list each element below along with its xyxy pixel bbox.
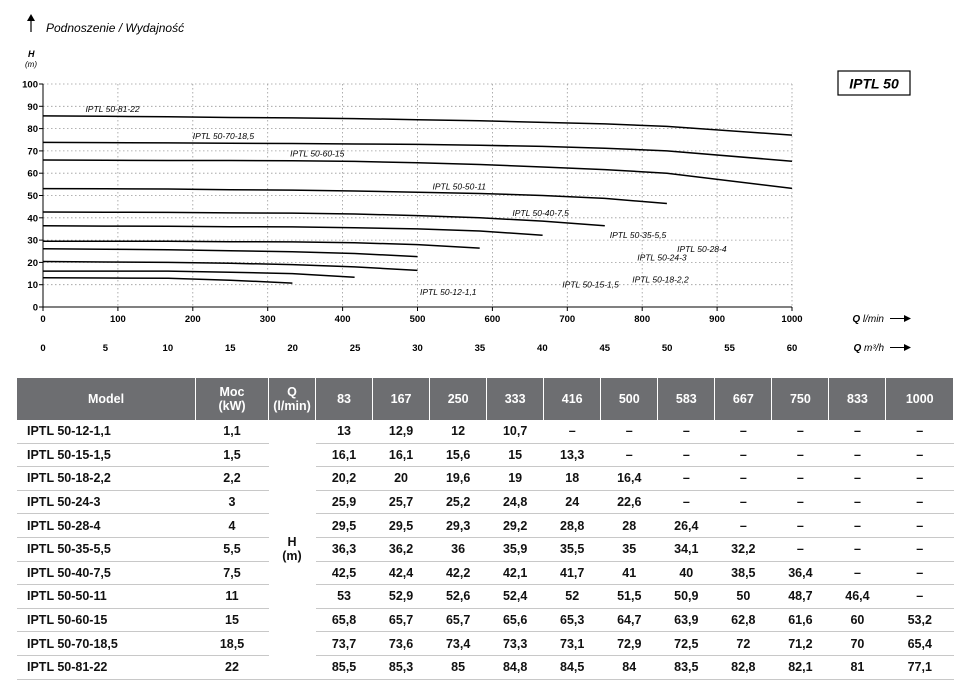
- header-q: [269, 378, 316, 420]
- arrow-right-icon: [904, 344, 911, 351]
- x-tick-label: 100: [109, 314, 126, 325]
- x-tick-label: 1000: [781, 314, 803, 325]
- power-cell: 7,5: [196, 561, 269, 585]
- value-cell: –: [886, 537, 954, 561]
- value-cell: 60: [829, 608, 886, 632]
- model-cell: IPTL 50-60-15: [17, 608, 196, 632]
- value-cell: –: [886, 443, 954, 467]
- value-cell: 53: [316, 585, 373, 609]
- value-cell: 50,9: [658, 585, 715, 609]
- table-row: [17, 585, 954, 609]
- curve-line: [43, 241, 480, 248]
- value-cell: 46,4: [829, 585, 886, 609]
- value-cell: 26,4: [658, 514, 715, 538]
- value-cell: 22,6: [601, 490, 658, 514]
- value-cell: 81: [829, 655, 886, 679]
- curve-label: IPTL 50-28-4: [677, 244, 727, 255]
- value-cell: –: [829, 490, 886, 514]
- value-cell: 85,5: [316, 655, 373, 679]
- header-q-col: 583: [658, 378, 715, 420]
- x-axis-symbol: Q: [852, 314, 863, 325]
- value-cell: 65,6: [487, 608, 544, 632]
- value-cell: 29,3: [430, 514, 487, 538]
- value-cell: –: [772, 467, 829, 491]
- header-q-unit: (l/min): [273, 399, 311, 413]
- model-cell: IPTL 50-81-22: [17, 655, 196, 679]
- y-tick-label: 50: [27, 191, 38, 202]
- value-cell: –: [715, 467, 772, 491]
- x2-tick-label: 20: [287, 343, 298, 354]
- header-model: Model: [17, 378, 196, 420]
- curve-label: IPTL 50-70-18,5: [192, 131, 255, 142]
- value-cell: –: [772, 537, 829, 561]
- value-cell: 42,2: [430, 561, 487, 585]
- header-q-col: 833: [829, 378, 886, 420]
- x2-axis-title: [853, 343, 884, 354]
- x2-tick-label: 0: [40, 343, 46, 354]
- model-cell: IPTL 50-40-7,5: [17, 561, 196, 585]
- curve-label: IPTL 50-15-1,5: [562, 279, 619, 290]
- value-cell: 42,4: [373, 561, 430, 585]
- y-tick-label: 10: [27, 280, 38, 292]
- value-cell: 64,7: [601, 608, 658, 632]
- value-cell: –: [715, 490, 772, 514]
- value-cell: 16,1: [316, 443, 373, 467]
- value-cell: –: [544, 420, 601, 443]
- x2-axis-symbol: Q: [853, 343, 864, 354]
- curve-label: IPTL 50-35-5,5: [609, 230, 667, 241]
- value-cell: –: [886, 561, 954, 585]
- table-row: [17, 655, 954, 679]
- value-cell: 53,2: [886, 608, 954, 632]
- chart-heading: Podnoszenie / Wydajność: [46, 21, 185, 35]
- value-cell: 82,1: [772, 655, 829, 679]
- x-tick-label: 600: [484, 314, 501, 325]
- model-cell: IPTL 50-28-4: [17, 514, 196, 538]
- value-cell: –: [658, 443, 715, 467]
- y-axis-label: H: [28, 49, 35, 59]
- x2-tick-label: 30: [412, 343, 423, 354]
- power-cell: 1,5: [196, 443, 269, 467]
- value-cell: 73,7: [316, 632, 373, 656]
- curve-label: IPTL 50-60-15: [290, 148, 345, 159]
- table-row: [17, 490, 954, 514]
- table-row: [17, 632, 954, 656]
- value-cell: 16,4: [601, 467, 658, 491]
- value-cell: 41,7: [544, 561, 601, 585]
- value-cell: –: [829, 420, 886, 443]
- value-cell: 36,4: [772, 561, 829, 585]
- value-cell: –: [601, 420, 658, 443]
- header-q-col: 667: [715, 378, 772, 420]
- power-cell: 3: [196, 490, 269, 514]
- value-cell: 73,6: [373, 632, 430, 656]
- value-cell: 52,4: [487, 585, 544, 609]
- value-cell: 24: [544, 490, 601, 514]
- value-cell: 51,5: [601, 585, 658, 609]
- model-cell: IPTL 50-24-3: [17, 490, 196, 514]
- value-cell: –: [772, 443, 829, 467]
- value-cell: 85: [430, 655, 487, 679]
- value-cell: –: [886, 420, 954, 443]
- value-cell: 38,5: [715, 561, 772, 585]
- curve-line: [43, 262, 418, 271]
- header-q-col: 250: [430, 378, 487, 420]
- value-cell: 83,5: [658, 655, 715, 679]
- value-cell: 13: [316, 420, 373, 443]
- value-cell: 15: [487, 443, 544, 467]
- value-cell: 15,6: [430, 443, 487, 467]
- value-cell: 41: [601, 561, 658, 585]
- chart-title: IPTL 50: [849, 75, 899, 92]
- value-cell: 72,5: [658, 632, 715, 656]
- value-cell: 20: [373, 467, 430, 491]
- value-cell: 13,3: [544, 443, 601, 467]
- x2-tick-label: 25: [349, 343, 361, 354]
- x-axis-unit: l/min: [862, 314, 884, 325]
- value-cell: 50: [715, 585, 772, 609]
- value-cell: 35: [601, 537, 658, 561]
- model-cell: IPTL 50-18-2,2: [17, 467, 196, 491]
- table-row: [17, 443, 954, 467]
- x2-tick-label: 60: [786, 343, 798, 354]
- y-tick-label: 70: [27, 146, 38, 158]
- power-cell: 1,1: [196, 420, 269, 443]
- table-row: [17, 608, 954, 632]
- value-cell: –: [772, 420, 829, 443]
- x2-tick-label: 5: [102, 343, 109, 354]
- value-cell: 24,8: [487, 490, 544, 514]
- x-tick-label: 800: [634, 314, 651, 325]
- x2-tick-label: 50: [661, 343, 673, 354]
- value-cell: –: [829, 561, 886, 585]
- value-cell: 35,5: [544, 537, 601, 561]
- x2-tick-label: 40: [537, 343, 548, 354]
- x2-tick-label: 35: [474, 343, 486, 354]
- table-body: [17, 420, 954, 679]
- curve-line: [43, 189, 667, 204]
- power-cell: 15: [196, 608, 269, 632]
- header-power: [196, 378, 269, 420]
- value-cell: –: [772, 490, 829, 514]
- x-tick-label: 0: [40, 314, 46, 325]
- value-cell: 73,4: [430, 632, 487, 656]
- value-cell: –: [658, 420, 715, 443]
- header-q-col: 416: [544, 378, 601, 420]
- power-cell: 2,2: [196, 467, 269, 491]
- value-cell: 35,9: [487, 537, 544, 561]
- value-cell: –: [829, 514, 886, 538]
- header-q-col: 750: [772, 378, 829, 420]
- value-cell: –: [601, 443, 658, 467]
- value-cell: 34,1: [658, 537, 715, 561]
- model-cell: IPTL 50-12-1,1: [17, 420, 196, 443]
- performance-table: [17, 378, 954, 680]
- value-cell: 25,7: [373, 490, 430, 514]
- power-cell: 22: [196, 655, 269, 679]
- model-cell: IPTL 50-15-1,5: [17, 443, 196, 467]
- x-tick-label: 900: [709, 314, 726, 325]
- value-cell: 63,9: [658, 608, 715, 632]
- y-tick-label: 90: [27, 101, 38, 113]
- value-cell: 65,3: [544, 608, 601, 632]
- header-q-col: 500: [601, 378, 658, 420]
- value-cell: 29,5: [373, 514, 430, 538]
- value-cell: 42,5: [316, 561, 373, 585]
- value-cell: 61,6: [772, 608, 829, 632]
- table-row: [17, 514, 954, 538]
- power-cell: 5,5: [196, 537, 269, 561]
- x-axis-title: [852, 314, 884, 325]
- header-q-col: 83: [316, 378, 373, 420]
- table-row: [17, 561, 954, 585]
- curve-label: IPTL 50-24-3: [637, 252, 687, 263]
- header-power-label: Moc: [219, 385, 245, 399]
- x-tick-label: 200: [184, 314, 201, 325]
- x-tick-label: 300: [259, 314, 276, 325]
- value-cell: 16,1: [373, 443, 430, 467]
- model-cell: IPTL 50-35-5,5: [17, 537, 196, 561]
- power-cell: 11: [196, 585, 269, 609]
- value-cell: 29,5: [316, 514, 373, 538]
- header-q-col: 333: [487, 378, 544, 420]
- value-cell: 25,2: [430, 490, 487, 514]
- power-cell: 18,5: [196, 632, 269, 656]
- curve-label: IPTL 50-18-2,2: [632, 274, 689, 285]
- curve-label: IPTL 50-40-7,5: [512, 207, 569, 218]
- x-tick-label: 400: [334, 314, 351, 325]
- value-cell: 48,7: [772, 585, 829, 609]
- header-power-unit: (kW): [218, 399, 246, 413]
- x-tick-label: 700: [559, 314, 576, 325]
- y-tick-label: 20: [27, 257, 38, 269]
- value-cell: 82,8: [715, 655, 772, 679]
- value-cell: 65,4: [886, 632, 954, 656]
- value-cell: 29,2: [487, 514, 544, 538]
- curve-label: IPTL 50-50-11: [432, 181, 487, 192]
- x2-tick-label: 55: [724, 343, 735, 354]
- y-tick-label: 80: [27, 124, 38, 136]
- header-q-col: 1000: [886, 378, 954, 420]
- value-cell: –: [715, 420, 772, 443]
- table-row: [17, 537, 954, 561]
- table-row: [17, 467, 954, 491]
- y-tick-label: 30: [27, 235, 38, 247]
- value-cell: 36,2: [373, 537, 430, 561]
- value-cell: 52,6: [430, 585, 487, 609]
- value-cell: 40: [658, 561, 715, 585]
- x2-tick-label: 45: [599, 343, 611, 354]
- curve-line: [43, 249, 418, 257]
- h-unit: (m): [282, 549, 302, 564]
- value-cell: 36,3: [316, 537, 373, 561]
- value-cell: 84,5: [544, 655, 601, 679]
- y-axis-unit: (m): [25, 60, 37, 69]
- value-cell: 36: [430, 537, 487, 561]
- value-cell: 32,2: [715, 537, 772, 561]
- value-cell: –: [772, 514, 829, 538]
- value-cell: 52: [544, 585, 601, 609]
- value-cell: 10,7: [487, 420, 544, 443]
- arrow-right-icon: [904, 315, 911, 322]
- x2-tick-label: 10: [162, 343, 174, 354]
- value-cell: 19,6: [430, 467, 487, 491]
- y-tick-label: 0: [32, 302, 38, 314]
- arrow-up-icon: [27, 14, 35, 21]
- power-cell: 4: [196, 514, 269, 538]
- value-cell: 25,9: [316, 490, 373, 514]
- value-cell: 12: [430, 420, 487, 443]
- value-cell: 42,1: [487, 561, 544, 585]
- value-cell: 28,8: [544, 514, 601, 538]
- value-cell: 20,2: [316, 467, 373, 491]
- x-tick-label: 500: [409, 314, 426, 325]
- value-cell: –: [658, 490, 715, 514]
- y-tick-label: 100: [22, 79, 38, 91]
- value-cell: 71,2: [772, 632, 829, 656]
- value-cell: 52,9: [373, 585, 430, 609]
- y-tick-label: 60: [27, 168, 38, 180]
- curve-line: [43, 278, 292, 283]
- table-header-row: [17, 378, 954, 420]
- value-cell: 84,8: [487, 655, 544, 679]
- value-cell: –: [658, 467, 715, 491]
- value-cell: 65,7: [373, 608, 430, 632]
- value-cell: 73,1: [544, 632, 601, 656]
- value-cell: 28: [601, 514, 658, 538]
- value-cell: 62,8: [715, 608, 772, 632]
- model-cell: IPTL 50-50-11: [17, 585, 196, 609]
- curve-line: [43, 226, 543, 235]
- h-label: H: [287, 535, 297, 550]
- value-cell: –: [886, 490, 954, 514]
- value-cell: –: [829, 467, 886, 491]
- x2-axis-unit: m³/h: [864, 343, 884, 354]
- value-cell: 84: [601, 655, 658, 679]
- value-cell: –: [829, 537, 886, 561]
- curve-line: [43, 271, 355, 277]
- value-cell: 72: [715, 632, 772, 656]
- value-cell: 12,9: [373, 420, 430, 443]
- curve-label: IPTL 50-81-22: [85, 104, 140, 115]
- model-cell: IPTL 50-70-18,5: [17, 632, 196, 656]
- y-tick-label: 40: [27, 213, 38, 225]
- curve-label: IPTL 50-12-1,1: [419, 287, 477, 298]
- value-cell: 85,3: [373, 655, 430, 679]
- value-cell: –: [886, 514, 954, 538]
- value-cell: 73,3: [487, 632, 544, 656]
- table-row: [17, 420, 954, 443]
- value-cell: –: [715, 443, 772, 467]
- x2-tick-label: 15: [224, 343, 236, 354]
- value-cell: 70: [829, 632, 886, 656]
- h-unit-cell: [269, 420, 316, 679]
- header-q-label: Q: [287, 385, 297, 399]
- value-cell: 18: [544, 467, 601, 491]
- value-cell: 72,9: [601, 632, 658, 656]
- value-cell: –: [886, 585, 954, 609]
- chart-axes: [22, 80, 802, 355]
- value-cell: 19: [487, 467, 544, 491]
- value-cell: 77,1: [886, 655, 954, 679]
- value-cell: –: [829, 443, 886, 467]
- value-cell: –: [715, 514, 772, 538]
- value-cell: 65,7: [430, 608, 487, 632]
- value-cell: –: [886, 467, 954, 491]
- value-cell: 65,8: [316, 608, 373, 632]
- header-q-col: 167: [373, 378, 430, 420]
